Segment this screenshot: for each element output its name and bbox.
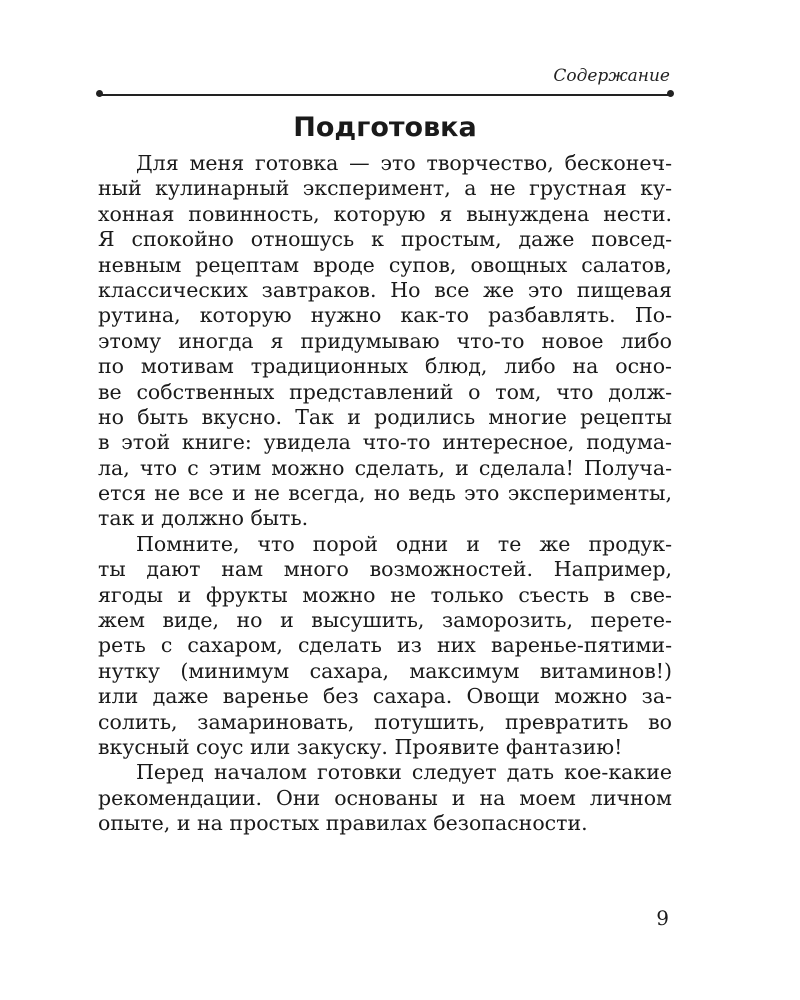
text-line: рекомендации. Они основаны и на моем личном (98, 785, 672, 810)
text-line: ягоды и фрукты можно не только съесть в све- (98, 582, 672, 607)
text-line: классических завтраков. Но все же это пищевая (98, 277, 672, 302)
section-title: Подготовка (293, 112, 477, 143)
text-line: реть с сахаром, сделать из них варенье-пятими- (98, 633, 672, 658)
text-line: хонная повинность, которую я вынуждена нести. (98, 201, 672, 226)
text-line: этому иногда я придумываю что-то новое либо (98, 328, 672, 353)
text-line: солить, замариновать, потушить, превратить во (98, 709, 672, 734)
running-head: Содержание (553, 66, 670, 86)
text-line: Перед началом готовки следует дать кое-какие (136, 760, 672, 785)
body-text (98, 151, 672, 837)
text-line: ла, что с этим можно сделать, и сделала! Получа- (98, 455, 672, 480)
header-rule (98, 94, 672, 96)
text-line: ется не все и не всегда, но ведь это эксперименты, (98, 481, 672, 506)
text-line: ты дают нам много возможностей. Например, (98, 557, 672, 582)
text-line: невным рецептам вроде супов, овощных салатов, (98, 252, 672, 277)
text-line: рутина, которую нужно как-то разбавлять. По- (98, 303, 672, 328)
text-line: в этой книге: увидела что-то интересное, подума- (98, 430, 672, 455)
text-line: Я спокойно отношусь к простым, даже повсед- (98, 227, 672, 252)
text-line: опыте, и на простых правилах безопасности. (98, 811, 588, 836)
text-line: Для меня готовка — это творчество, бесконеч- (136, 151, 672, 175)
text-line: Помните, что порой одни и те же продук- (136, 531, 672, 556)
text-line: или даже варенье без сахара. Овощи можно за- (98, 684, 672, 709)
text-line: так и должно быть. (98, 506, 309, 531)
text-line: ве собственных представлений о том, что долж- (98, 379, 672, 404)
header-rule-right-dot (667, 90, 674, 97)
text-line: вкусный соус или закуску. Проявите фантазию! (98, 734, 623, 759)
text-line: но быть вкусно. Так и родились многие рецепты (98, 404, 672, 429)
text-line: по мотивам традиционных блюд, либо на осно- (98, 354, 672, 379)
text-line: нутку (минимум сахара, максимум витаминов!) (98, 658, 672, 683)
text-line: жем виде, но и высушить, заморозить, перете- (98, 608, 672, 633)
page-number: 9 (656, 906, 669, 930)
text-line: ный кулинарный эксперимент, а не грустная ку- (98, 176, 672, 201)
